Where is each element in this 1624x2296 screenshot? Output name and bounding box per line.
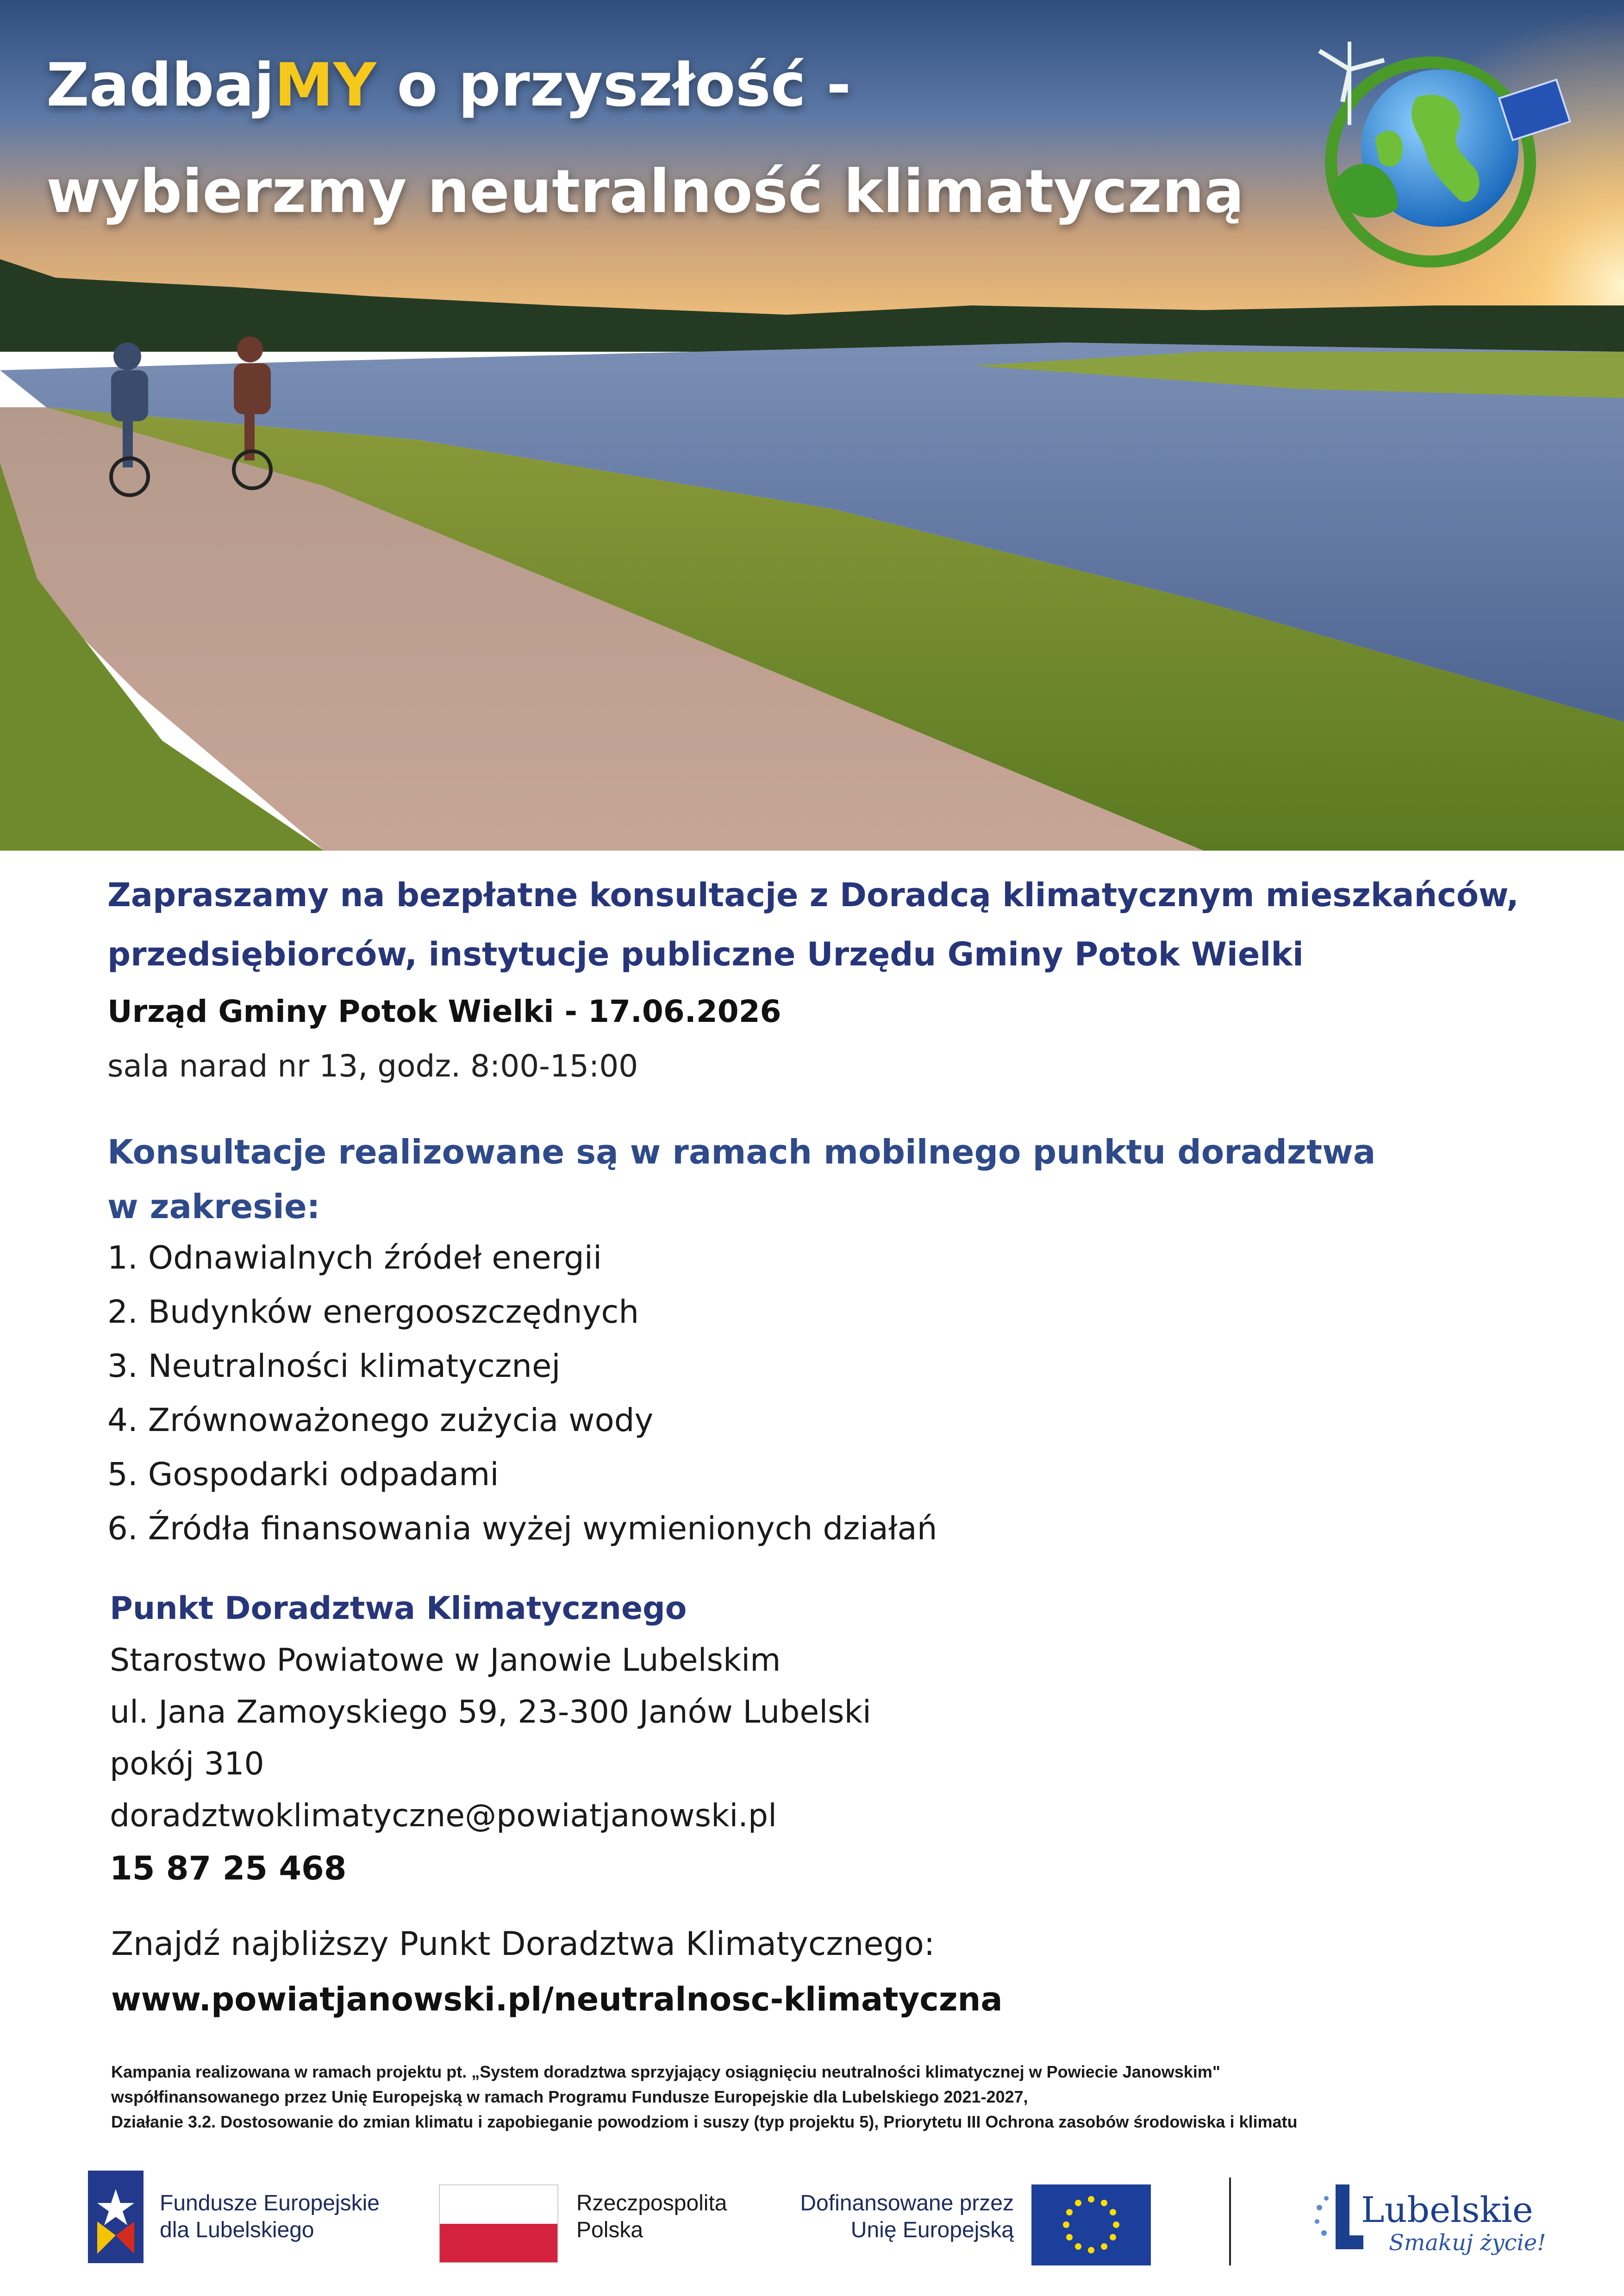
topics-list xyxy=(107,1231,937,1556)
fe-line-2: dla Lubelskiego xyxy=(160,2218,314,2242)
lubelskie-word: Lubelskie xyxy=(1361,2189,1533,2230)
contact-address: ul. Jana Zamoyskiego 59, 23-300 Janów Lubelski xyxy=(110,1694,871,1730)
pl-line-1: Rzeczpospolita xyxy=(576,2191,727,2215)
title-part2: o przyszłość - xyxy=(376,51,851,120)
topics-heading-line-1: Konsultacje realizowane są w ramach mobilnego punktu doradztwa xyxy=(107,1132,1376,1171)
footnote-line-2: współfinansowanego przez Unię Europejską w ramach Programu Fundusze Europejskie dla Lubelskiego 2021-2027, xyxy=(111,2087,1028,2106)
eco-globe-icon xyxy=(1292,32,1579,273)
polish-flag-icon xyxy=(439,2184,558,2263)
pl-line-2: Polska xyxy=(576,2218,643,2242)
footnote-line-3: Działanie 3.2. Dostosowanie do zmian klimatu i zapobieganie powodziom i suszy (typ projektu 5), Priorytetu III Ochrona zasobów środowiska i klimatu xyxy=(111,2112,1298,2131)
title-line2: wybierzmy neutralność klimatyczną xyxy=(46,157,1244,226)
intro-line-1: Zapraszamy na bezpłatne konsultacje z Doradcą klimatycznym mieszkańców, xyxy=(107,876,1519,914)
list-item xyxy=(107,1285,937,1339)
european-funds-label xyxy=(160,2190,380,2244)
lubelskie-mark-icon xyxy=(1310,2180,1366,2259)
intro-line-2: przedsiębiorców, instytucje publiczne Urzędu Gminy Potok Wielki xyxy=(107,935,1304,973)
footnote-line-1: Kampania realizowana w ramach projektu pt. „System doradztwa sprzyjający osiągnięciu neutralności klimatycznej w Powiecie Janowskim" xyxy=(111,2062,1220,2081)
topics-heading-line-2: w zakresie: xyxy=(107,1187,320,1226)
find-point-url[interactable]: www.powiatjanowski.pl/neutralnosc-klimatyczna xyxy=(111,1980,1003,2018)
title-highlight: MY xyxy=(274,51,376,120)
polish-republic-label xyxy=(576,2190,727,2244)
project-footnote xyxy=(111,2060,1546,2134)
contact-heading: Punkt Doradztwa Klimatycznego xyxy=(110,1590,687,1627)
title-part1: Zadbaj xyxy=(46,51,275,120)
lubelskie-logo xyxy=(1310,2175,1551,2268)
eu-cofunded-label xyxy=(787,2190,1014,2244)
fe-line-1: Fundusze Europejskie xyxy=(160,2191,380,2215)
topics-heading xyxy=(107,1125,1543,1234)
eu-flag-icon xyxy=(1031,2184,1151,2265)
list-item xyxy=(107,1502,937,1556)
topic-text: 4. Zrównoważonego zużycia wody xyxy=(107,1402,654,1439)
list-item xyxy=(107,1394,937,1448)
topic-text: 6. Źródła finansowania wyżej wymienionych działań xyxy=(107,1510,937,1547)
contact-phone[interactable]: 15 87 25 468 xyxy=(110,1849,347,1887)
find-point-block xyxy=(111,1916,1003,2027)
main-content xyxy=(107,865,1543,1547)
european-funds-logo-icon xyxy=(88,2171,144,2263)
contact-block xyxy=(110,1583,871,1895)
funding-logos-bar xyxy=(0,2166,1624,2277)
topic-text: 5. Gospodarki odpadami xyxy=(107,1456,499,1493)
logo-divider xyxy=(1229,2178,1231,2265)
eu-line-1: Dofinansowane przez xyxy=(800,2191,1014,2215)
list-item xyxy=(107,1339,937,1394)
venue-hours: sala narad nr 13, godz. 8:00-15:00 xyxy=(107,1048,638,1084)
topic-text: 1. Odnawialnych źródeł energii xyxy=(107,1239,602,1276)
venue-date: Urząd Gminy Potok Wielki - 17.06.2026 xyxy=(107,994,781,1029)
topic-text: 3. Neutralności klimatycznej xyxy=(107,1348,561,1385)
list-item xyxy=(107,1448,937,1502)
contact-office: Starostwo Powiatowe w Janowie Lubelskim xyxy=(110,1642,781,1679)
find-point-text: Znajdź najbliższy Punkt Doradztwa Klimatycznego: xyxy=(111,1925,935,1963)
eu-line-2: Unię Europejską xyxy=(850,2218,1014,2242)
poster-title xyxy=(46,32,1244,245)
contact-email[interactable]: doradztwoklimatyczne@powiatjanowski.pl xyxy=(110,1798,777,1834)
list-item xyxy=(107,1231,937,1285)
lubelskie-slogan: Smakuj życie! xyxy=(1389,2230,1546,2256)
hero-banner xyxy=(0,0,1624,851)
topic-text: 2. Budynków energooszczędnych xyxy=(107,1294,639,1331)
contact-room: pokój 310 xyxy=(110,1746,264,1782)
